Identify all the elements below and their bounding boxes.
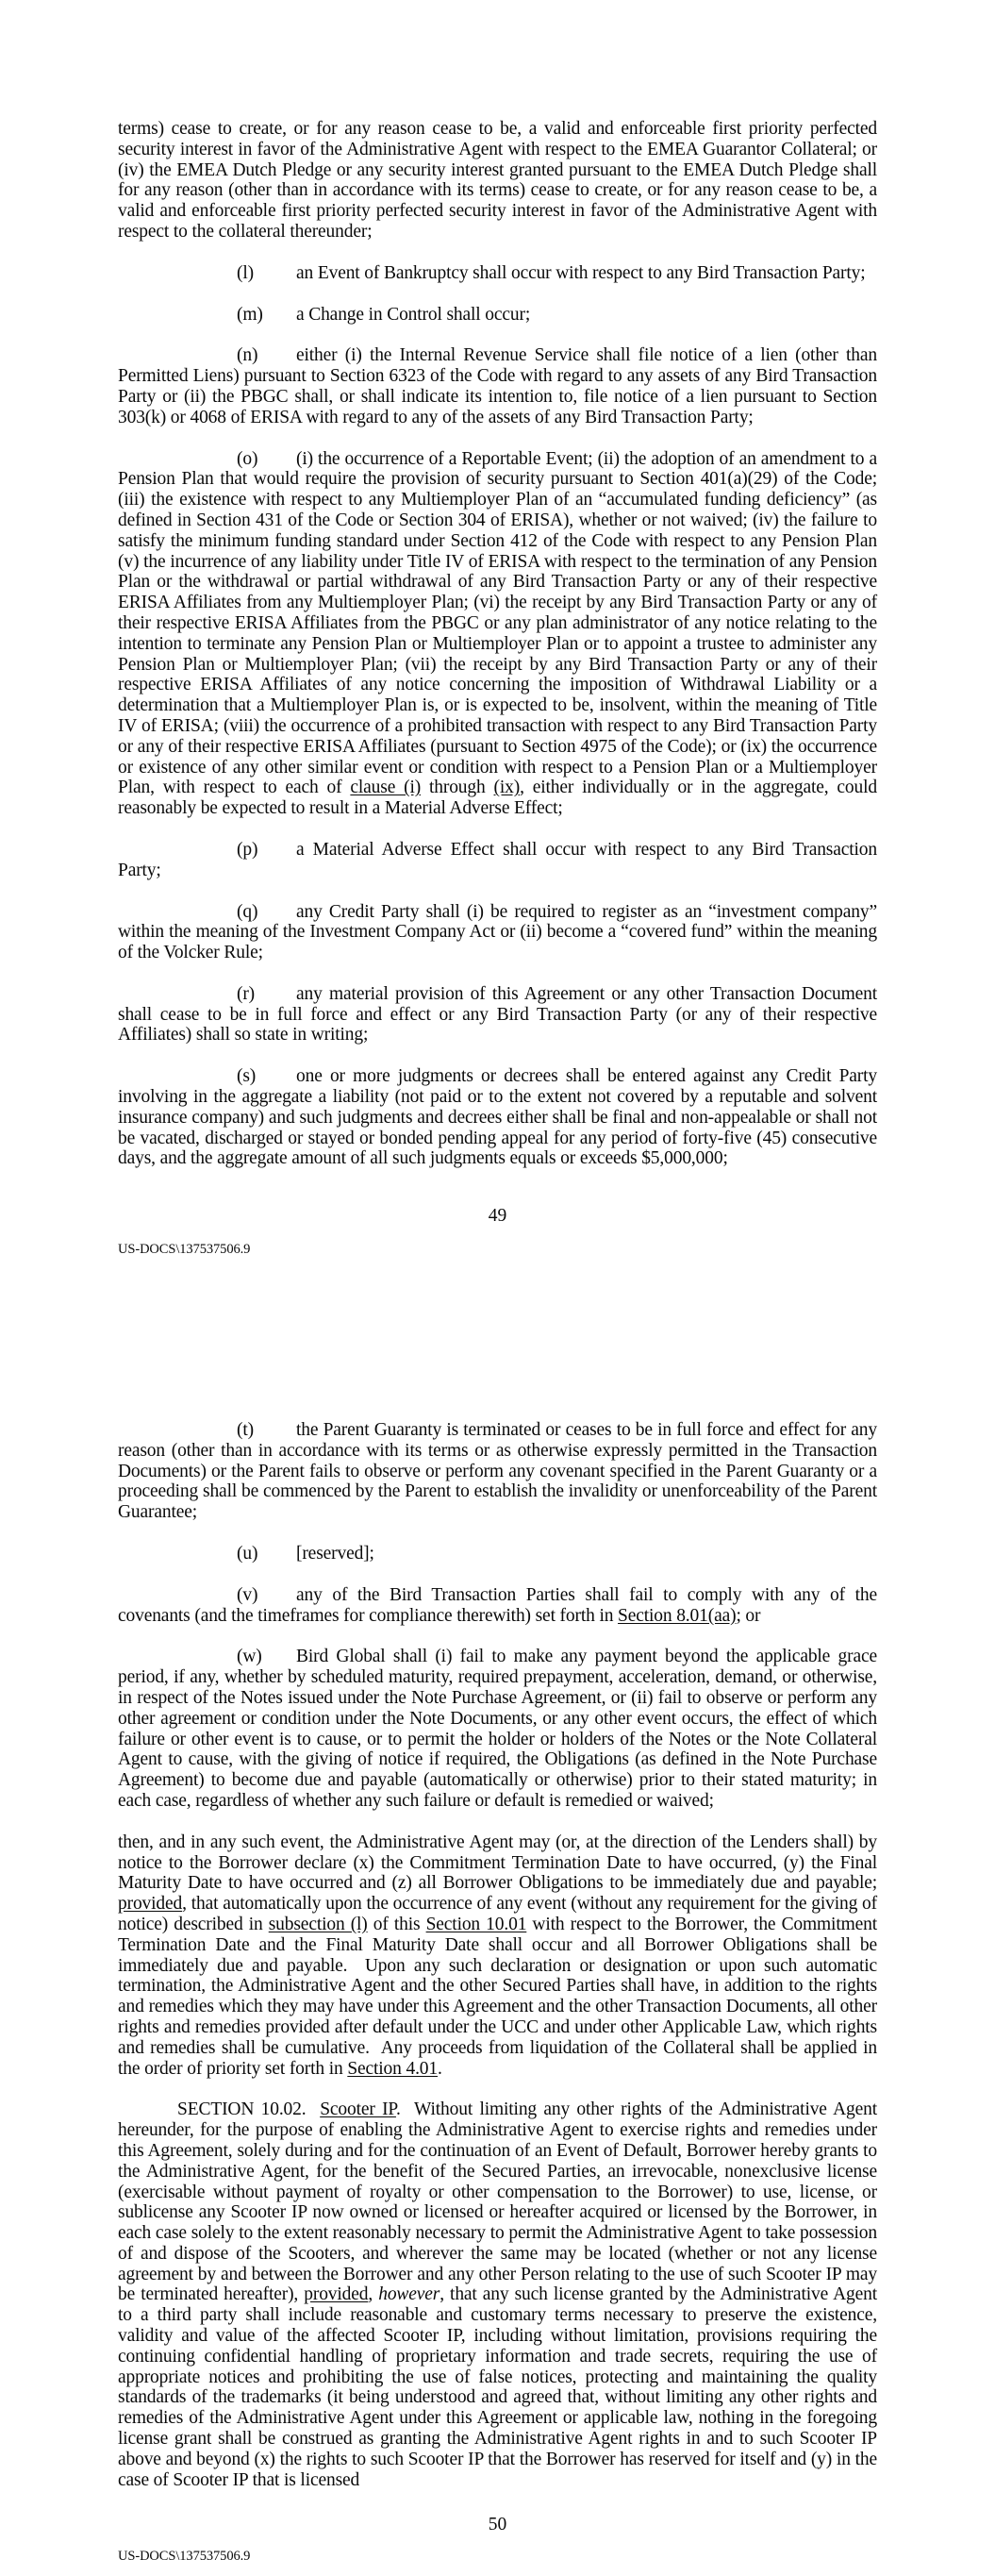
text-run: SECTION 10.02. bbox=[177, 2099, 321, 2120]
text-run: a Material Adverse Effect shall occur with respect to any Bird Transaction Party; bbox=[118, 839, 877, 880]
clause-paragraph-r bbox=[118, 984, 877, 1045]
underlined-cross-reference: clause (i) bbox=[350, 778, 422, 798]
text-run: either (i) the Internal Revenue Service shall file notice of a lien (other than Permitted Liens) pursuant to Section 6323 of the Code with regard to any assets of any Bird Transaction Party or (ii) the PBGC shall, or shall indicate its intention to, file notice of a lien pursuant to Section 303(k) or 4068 of ERISA with regard to any of the assets of any Bird Transaction Party; bbox=[118, 345, 877, 427]
clause-paragraph-w bbox=[118, 1647, 877, 1811]
text-run: an Event of Bankruptcy shall occur with respect to any Bird Transaction Party; bbox=[296, 262, 866, 283]
text-run: Bird Global shall (i) fail to make any payment beyond the applicable grace period, if any, whether by scheduled maturity, required prepayment, acceleration, demand, or otherwise, in respect of the Notes issued under the Note Purchase Agreement, or (ii) fail to observe or perform any other agreement or condition under the Note Documents, or any other event occurs, the effect of which failure or other event is to cause, or to permit the holder or holders of the Notes or the Note Collateral Agent to cause, with the giving of notice if required, the Obligations (as defined in the Note Purchase Agreement) to become due and payable (automatically or otherwise) prior to their stated maturity; in each case, regardless of whether any such failure or default is remedied or waived; bbox=[118, 1647, 877, 1811]
clause-paragraph-l bbox=[118, 263, 877, 284]
text-run: of this bbox=[367, 1914, 426, 1934]
clause-label: (s) bbox=[237, 1066, 257, 1087]
clause-label: (n) bbox=[237, 345, 258, 366]
underlined-cross-reference: Scooter IP bbox=[320, 2099, 396, 2120]
clause-paragraph-u bbox=[118, 1544, 877, 1564]
clause-label: (w) bbox=[237, 1647, 262, 1667]
text-run: the Parent Guaranty is terminated or ceases to be in full force and effect for any reason (other than in accordance with its terms or as otherwise expressly permitted in the Transaction Documents) or the Parent fails to observe or perform any covenant specified in the Parent Guaranty or a proceeding shall be commenced by the Parent to establish the invalidity or unenforceability of the Parent Guarantee; bbox=[118, 1420, 877, 1523]
page-number: 49 bbox=[488, 1206, 507, 1226]
text-run: any Credit Party shall (i) be required to register as an “investment company” within the meaning of the Investment Company Act or (ii) become a “covered fund” within the meaning of the Volcker Rule; bbox=[118, 901, 877, 963]
text-run: one or more judgments or decrees shall be entered against any Credit Party involving in the aggregate a liability (not paid or to the extent not covered by a reputable and solvent insurance company) and such judgments and decrees either shall be final and non-appealable or shall not be vacated, discharged or stayed or bonded pending appeal for any period of forty-five (45) consecutive days, and the aggregate amount of all such judgments equals or exceeds $5,000,000; bbox=[118, 1066, 877, 1169]
document-page-50 bbox=[0, 1288, 995, 2576]
clause-label: (v) bbox=[237, 1584, 258, 1605]
page-body bbox=[118, 119, 877, 1190]
text-run: , that automatically upon the occurrence of any event (without any requirement for the giving of notice) described in bbox=[118, 1894, 877, 1934]
clause-label: (u) bbox=[237, 1543, 258, 1564]
text-run: a Change in Control shall occur; bbox=[296, 304, 531, 325]
underlined-cross-reference: subsection (l) bbox=[268, 1914, 368, 1934]
flush-paragraph bbox=[118, 1832, 877, 2080]
clause-label: (p) bbox=[237, 839, 258, 860]
footer-document-id: US-DOCS\137537506.9 bbox=[118, 1242, 251, 1257]
italic-text: however bbox=[378, 2284, 440, 2305]
clause-paragraph-q bbox=[118, 902, 877, 963]
footer-document-id: US-DOCS\137537506.9 bbox=[118, 2549, 251, 2564]
underlined-cross-reference: Section 8.01(aa) bbox=[618, 1605, 737, 1626]
text-run: (i) the occurrence of a Reportable Event; (ii) the adoption of an amendment to a Pension Plan that would require the provision of security pursuant to Section 401(a)(29) of the Code; (iii) the existence with respect to any Multiemployer Plan of an “accumulated funding deficiency” (as defined in Section 431 of the Code or Section 304 of ERISA), whether or not waived; (iv) the failure to satisfy the minimum funding standard under Section 412 of the Code with respect to any Pension Plan (v) the incurrence of any liability under Title IV of ERISA with respect to the termination of any Pension Plan or the withdrawal or partial withdrawal of any Bird Transaction Party or any of their respective ERISA Affiliates from any Multiemployer Plan; (vi) the receipt by any Bird Transaction Party or any of their respective ERISA Affiliates from the PBGC or any plan administrator of any notice relating to the intention to terminate any Pension Plan or Multiemployer Plan or to appoint a trustee to administer any Pension Plan or Multiemployer Plan; (vii) the receipt by any Bird Transaction Party or any of their respective ERISA Affiliates of any notice concerning the imposition of Withdrawal Liability or a determination that a Multiemployer Plan is, or is expected to be, insolvent, within the meaning of Title IV of ERISA; (viii) the occurrence of a prohibited transaction with respect to any Bird Transaction Party or any of their respective ERISA Affiliates (pursuant to Section 4975 of the Code); or (ix) the occurrence or existence of any other similar event or condition with respect to a Pension Plan or a Multiemployer Plan, with respect to each of bbox=[118, 448, 877, 798]
text-run: ; or bbox=[736, 1605, 761, 1626]
text-run: then, and in any such event, the Administrative Agent may (or, at the direction of the Lenders shall) by notice to the Borrower declare (x) the Commitment Termination Date to have occurred, (y) the Final Maturity Date to have occurred and (z) all Borrower Obligations to be immediately due and payable; bbox=[118, 1832, 877, 1894]
page-number: 50 bbox=[488, 2515, 507, 2534]
clause-label: (r) bbox=[237, 983, 256, 1004]
clause-paragraph-v bbox=[118, 1585, 877, 1627]
text-run: . Without limiting any other rights of the Administrative Agent hereunder, for the purpose of enabling the Administrative Agent to exercise rights and remedies under this Agreement, solely during and for the continuation of an Event of Default, Borrower hereby grants to the Administrative Agent, for the benefit of the Secured Parties, an irrevocable, nonexclusive license (exercisable without payment of royalty or other compensation to the Borrower) to use, license, or sublicense any Scooter IP now owned or licensed or hereafter acquired or licensed by the Borrower, in each case solely to the extent reasonably necessary to permit the Administrative Agent to take possession of and dispose of the Scooters, and wherever the same may be located (whether or not any license agreement by and between the Borrower and any other Person relating to the use of such Scooter IP may be terminated hereafter), bbox=[118, 2099, 877, 2305]
underlined-cross-reference: provided bbox=[304, 2284, 369, 2305]
clause-label: (t) bbox=[237, 1420, 254, 1440]
clause-label: (q) bbox=[237, 901, 258, 922]
clause-paragraph-m bbox=[118, 305, 877, 326]
text-run: , either individually or in the aggregate, could reasonably be expected to result in a Material Adverse Effect; bbox=[118, 778, 877, 819]
underlined-cross-reference: (ix) bbox=[493, 778, 521, 798]
text-run: [reserved]; bbox=[296, 1543, 374, 1564]
clause-label: (m) bbox=[237, 304, 263, 325]
clause-label: (o) bbox=[237, 448, 258, 469]
text-run: with respect to the Borrower, the Commitment Termination Date and the Final Maturity Date shall occur and all Borrower Obligations shall be immediately due and payable. Upon any such declaration or designation or upon such automatic termination, the Administrative Agent and the other Secured Parties shall have, in addition to the rights and remedies which they may have under this Agreement and the other Transaction Documents, all other rights and remedies provided after default under the UCC and under other Applicable Law, which rights and remedies shall be cumulative. Any proceeds from liquidation of the Collateral shall be applied in the order of priority set forth in bbox=[118, 1914, 877, 2079]
text-run: any material provision of this Agreement or any other Transaction Document shall cease to be in full force and effect or any Bird Transaction Party (or any of their respective Affiliates) shall so state in writing; bbox=[118, 983, 877, 1045]
underlined-cross-reference: Section 4.01 bbox=[347, 2058, 439, 2079]
section-paragraph bbox=[118, 2099, 877, 2490]
page-body bbox=[118, 1420, 877, 2511]
text-run: any of the Bird Transaction Parties shall fail to comply with any of the covenants (and the timeframes for compliance therewith) set forth in bbox=[118, 1584, 877, 1626]
text-run: , that any such license granted by the Administrative Agent to a third party shall include reasonable and customary terms necessary to preserve the existence, validity and value of the affected Scooter IP, including without limitation, provisions requiring the continuing confidential handling of proprietary information and trade secrets, requiring the use of appropriate notices and prohibiting the use of false notices, protecting and maintaining the quality standards of the trademarks (it being understood and agreed that, without limiting any other rights and remedies of the Administrative Agent under this Agreement or applicable law, nothing in the foregoing license grant shall be construed as granting the Administrative Agent rights in and to such Scooter IP above and beyond (x) the rights to such Scooter IP that the Borrower has reserved for itself and (y) in the case of Scooter IP that is licensed bbox=[118, 2284, 878, 2490]
clause-label: (l) bbox=[237, 262, 254, 283]
clause-paragraph-o bbox=[118, 449, 877, 819]
text-run: through bbox=[421, 778, 494, 798]
continuation-paragraph bbox=[118, 119, 877, 243]
clause-paragraph-s bbox=[118, 1066, 877, 1169]
text-run: . bbox=[438, 2058, 442, 2079]
underlined-cross-reference: Section 10.01 bbox=[425, 1914, 527, 1934]
clause-paragraph-t bbox=[118, 1420, 877, 1523]
underlined-cross-reference: provided bbox=[118, 1894, 183, 1915]
clause-paragraph-n bbox=[118, 345, 877, 427]
text-run: terms) cease to create, or for any reason cease to be, a valid and enforceable first priority perfected security interest in favor of the Administrative Agent with respect to the EMEA Guarantor Collateral; or (iv) the EMEA Dutch Pledge or any security interest granted pursuant to the EMEA Dutch Pledge shall for any reason (other than in accordance with its terms) cease to create, or for any reason cease to be, a valid and enforceable first priority perfected security interest in favor of the Administrative Agent with respect to the collateral thereunder; bbox=[118, 119, 877, 242]
text-run: , bbox=[368, 2284, 379, 2305]
clause-paragraph-p bbox=[118, 840, 877, 881]
